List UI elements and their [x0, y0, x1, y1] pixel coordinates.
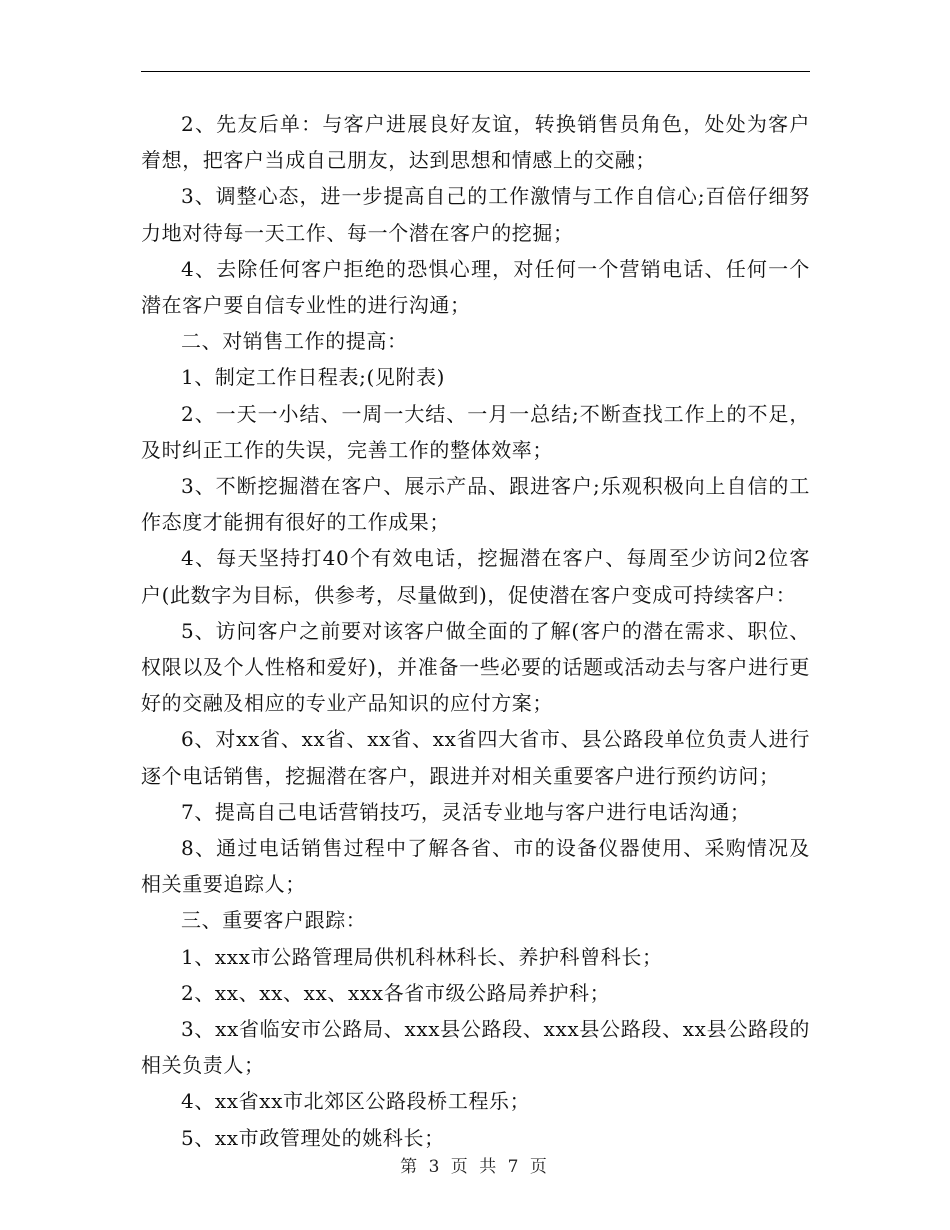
- paragraph: 3、调整心态，进一步提高自己的工作激情与工作自信心;百倍仔细努力地对待每一天工作、每一个潜在客户的挖掘；: [141, 184, 810, 245]
- paragraph: 8、通过电话销售过程中了解各省、市的设备仪器使用、采购情况及相关重要追踪人；: [141, 836, 810, 897]
- paragraph: 7、提高自己电话营销技巧，灵活专业地与客户进行电话沟通；: [181, 799, 751, 824]
- page-number-footer: 第 3 页 共 7 页: [400, 1157, 550, 1177]
- document-body: [141, 106, 810, 1156]
- paragraph: 4、xx省xx市北郊区公路段桥工程乐；: [181, 1089, 531, 1114]
- paragraph: 2、先友后单：与客户进展良好友谊，转换销售员角色，处处为客户着想，把客户当成自己朋友，达到思想和情感上的交融；: [141, 112, 810, 173]
- paragraph: 5、xx市政管理处的姚科长；: [181, 1125, 445, 1150]
- paragraph: 3、不断挖掘潜在客户、展示产品、跟进客户;乐观积极向上自信的工作态度才能拥有很好的工作成果；: [141, 474, 810, 535]
- header-rule: [141, 71, 810, 72]
- paragraph: 4、去除任何客户拒绝的恐惧心理，对任何一个营销电话、任何一个潜在客户要自信专业性的进行沟通；: [141, 256, 810, 318]
- paragraph: 2、xx、xx、xx、xxx各省市级公路局养护科；: [181, 980, 611, 1005]
- section-heading: 二、对销售工作的提高：: [181, 329, 408, 354]
- paragraph: 5、访问客户之前要对该客户做全面的了解(客户的潜在需求、职位、权限以及个人性格和爱好)，并准备一些必要的话题或活动去与客户进行更好的交融及相应的专业产品知识的应付方案；: [141, 618, 810, 716]
- paragraph: 6、对xx省、xx省、xx省、xx省四大省市、县公路段单位负责人进行逐个电话销售，挖掘潜在客户，跟进并对相关重要客户进行预约访问；: [141, 727, 810, 788]
- paragraph: 3、xx省临安市公路局、xxx县公路段、xxx县公路段、xx县公路段的相关负责人；: [141, 1017, 810, 1078]
- paragraph: 4、每天坚持打40个有效电话，挖掘潜在客户、每周至少访问2位客户(此数字为目标，供参考，尽量做到)，促使潜在客户变成可持续客户：: [141, 546, 810, 607]
- section-heading: 三、重要客户跟踪：: [181, 908, 367, 933]
- paragraph: 2、一天一小结、一周一大结、一月一总结;不断查找工作上的不足，及时纠正工作的失误，完善工作的整体效率；: [141, 401, 810, 462]
- paragraph: 1、xxx市公路管理局供机科林科长、养护科曾科长；: [181, 944, 663, 969]
- paragraph: 1、制定工作日程表;(见附表): [181, 365, 446, 390]
